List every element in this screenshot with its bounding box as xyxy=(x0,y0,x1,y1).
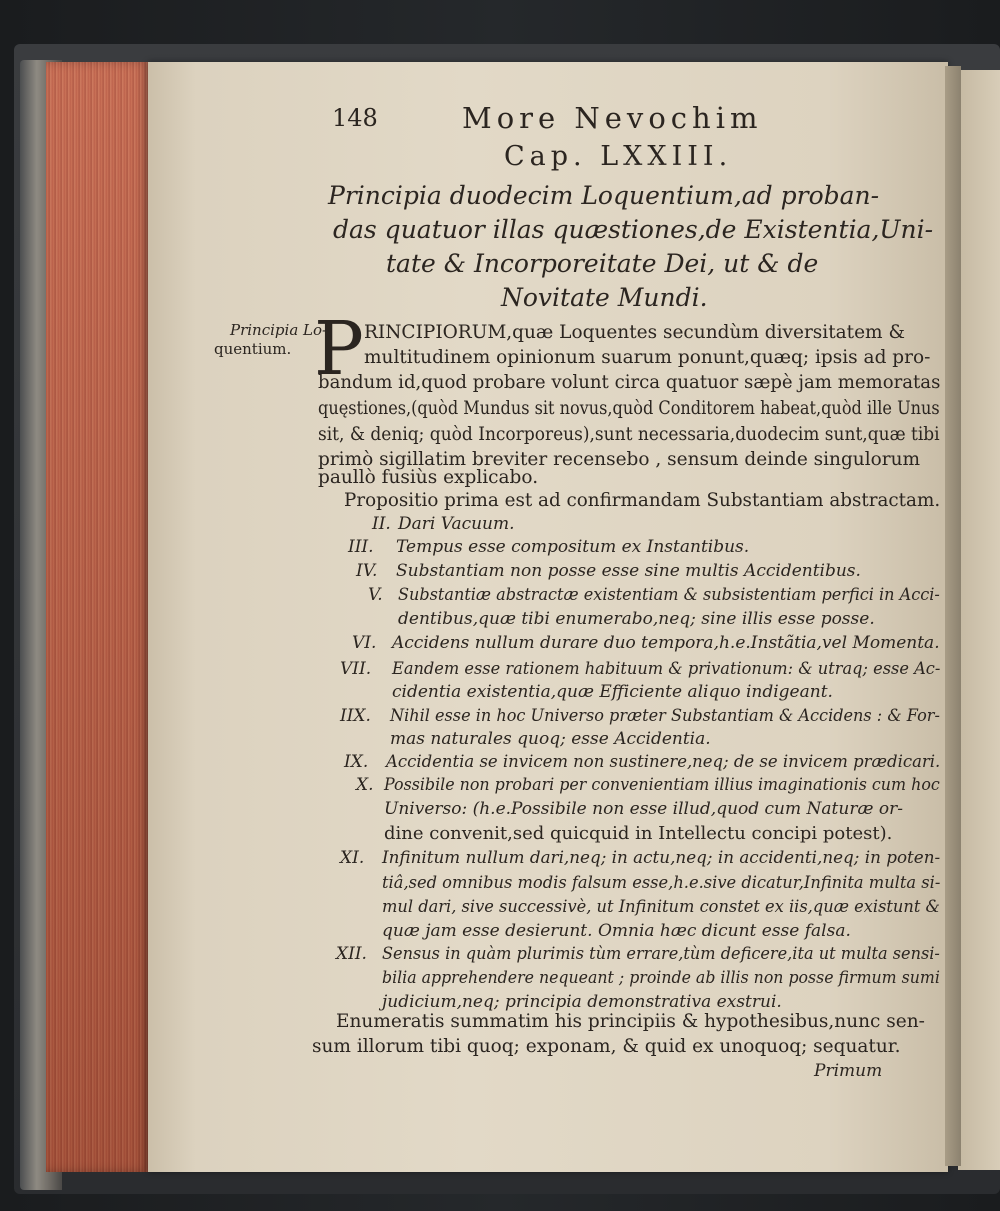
proposition-6-number: VI. xyxy=(352,633,377,653)
facing-page-edge xyxy=(958,70,1000,1170)
proposition-11-line-4: quæ jam esse desierunt. Omnia hæc dicunt esse falsa. xyxy=(382,921,851,941)
proposition-7-line-1: Eandem esse rationem habituum & privationum: & utraq; esse Ac- xyxy=(392,659,941,679)
intro-line-5: sit, & deniq; quòd Incorporeus),sunt necessaria,duodecim sunt,quæ tibi xyxy=(318,424,940,445)
gutter-shadow xyxy=(945,66,961,1166)
proposition-11-line-1: Infinitum nullum dari,neq; in actu,neq; in accidenti,neq; in poten- xyxy=(382,848,941,868)
proposition-5-line-1: Substantiæ abstractæ existentiam & subsistentiam perfici in Acci- xyxy=(398,585,940,605)
proposition-3-number: III. xyxy=(348,537,374,557)
proposition-8-number: IIX. xyxy=(340,706,371,726)
intro-line-3: bandum id,quod probare volunt circa quatuor sæpè jam memoratas xyxy=(318,372,941,393)
proposition-2-number: II. xyxy=(372,514,391,534)
proposition-3-text: Tempus esse compositum ex Instantibus. xyxy=(396,537,750,557)
catchword: Primum xyxy=(814,1061,883,1081)
closing-line-1: Enumeratis summatim his principiis & hypothesibus,nunc sen- xyxy=(336,1011,925,1032)
proposition-7-line-2: cidentia existentia,quæ Efficiente aliquo indigeant. xyxy=(392,682,833,702)
proposition-12-line-1: Sensus in quàm plurimis tùm errare,tùm deficere,ita ut multa sensi- xyxy=(382,944,940,964)
marginal-note-line-1: Principia Lo- xyxy=(230,321,328,339)
proposition-10-line-3: dine convenit,sed quicquid in Intellectu concipi potest). xyxy=(384,823,893,844)
intro-line-1: RINCIPIORUM,quæ Loquentes secundùm diversitatem & xyxy=(364,322,905,343)
running-head: More Nevochim xyxy=(462,101,763,135)
title-line-4: Novitate Mundi. xyxy=(501,283,708,312)
drop-cap: P xyxy=(314,306,364,392)
title-line-2: das quatuor illas quæstiones,de Existentia,Uni- xyxy=(333,215,934,244)
proposition-12-line-3: judicium,neq; principia demonstrativa exstrui. xyxy=(382,992,782,1012)
proposition-5-line-2: dentibus,quæ tibi enumerabo,neq; sine illis esse posse. xyxy=(398,609,875,629)
proposition-9-number: IX. xyxy=(344,752,369,772)
proposition-12-line-2: bilia apprehendere nequeant ; proinde ab illis non posse firmum sumi xyxy=(382,968,940,988)
proposition-8-line-1: Nihil esse in hoc Universo præter Substantiam & Accidens : & For- xyxy=(390,706,940,726)
intro-line-6: primò sigillatim breviter recensebo , sensum deinde singulorum xyxy=(318,449,921,470)
closing-line-2: sum illorum tibi quoq; exponam, & quid ex unoquoq; sequatur. xyxy=(312,1036,901,1057)
proposition-11-line-2: tiâ,sed omnibus modis falsum esse,h.e.sive dicatur,Infinita multa si- xyxy=(382,873,941,893)
proposition-1: Propositio prima est ad confirmandam Substantiam abstractam. xyxy=(344,490,941,511)
proposition-11-number: XI. xyxy=(340,848,365,868)
proposition-2-text: Dari Vacuum. xyxy=(398,514,515,534)
proposition-10-number: X. xyxy=(356,775,374,795)
title-line-1: Principia duodecim Loquentium,ad proban- xyxy=(328,181,880,210)
title-line-3: tate & Incorporeitate Dei, ut & de xyxy=(386,249,819,278)
intro-line-7: paullò fusiùs explicabo. xyxy=(318,467,539,488)
proposition-10-line-1: Possibile non probari per convenientiam illius imaginationis cum hoc xyxy=(384,775,940,795)
proposition-11-line-3: mul dari, sive successivè, ut Infinitum constet ex iis,quæ existunt & xyxy=(382,897,940,917)
marginal-note-line-2: quentium. xyxy=(214,340,292,358)
proposition-9-text: Accidentia se invicem non sustinere,neq; de se invicem prædicari. xyxy=(386,752,941,772)
proposition-12-number: XII. xyxy=(336,944,367,964)
proposition-6-text: Accidens nullum durare duo tempora,h.e.Instãtia,vel Momenta. xyxy=(392,633,940,653)
chapter-heading: Cap. LXXIII. xyxy=(504,141,733,172)
proposition-4-number: IV. xyxy=(356,561,378,581)
proposition-7-number: VII. xyxy=(340,659,372,679)
intro-line-2: multitudinem opinionum suarum ponunt,quæq; ipsis ad pro- xyxy=(364,347,931,368)
proposition-10-line-2: Universo: (h.e.Possibile non esse illud,quod cum Naturæ or- xyxy=(384,799,903,819)
proposition-8-line-2: mas naturales quoq; esse Accidentia. xyxy=(390,729,711,749)
intro-line-4: quęstiones,(quòd Mundus sit novus,quòd Conditorem habeat,quòd ille Unus xyxy=(318,398,940,419)
proposition-5-number: V. xyxy=(368,585,383,605)
proposition-4-text: Substantiam non posse esse sine multis Accidentibus. xyxy=(396,561,861,581)
page-edges-shade xyxy=(46,62,150,1172)
page-number: 148 xyxy=(332,104,378,132)
